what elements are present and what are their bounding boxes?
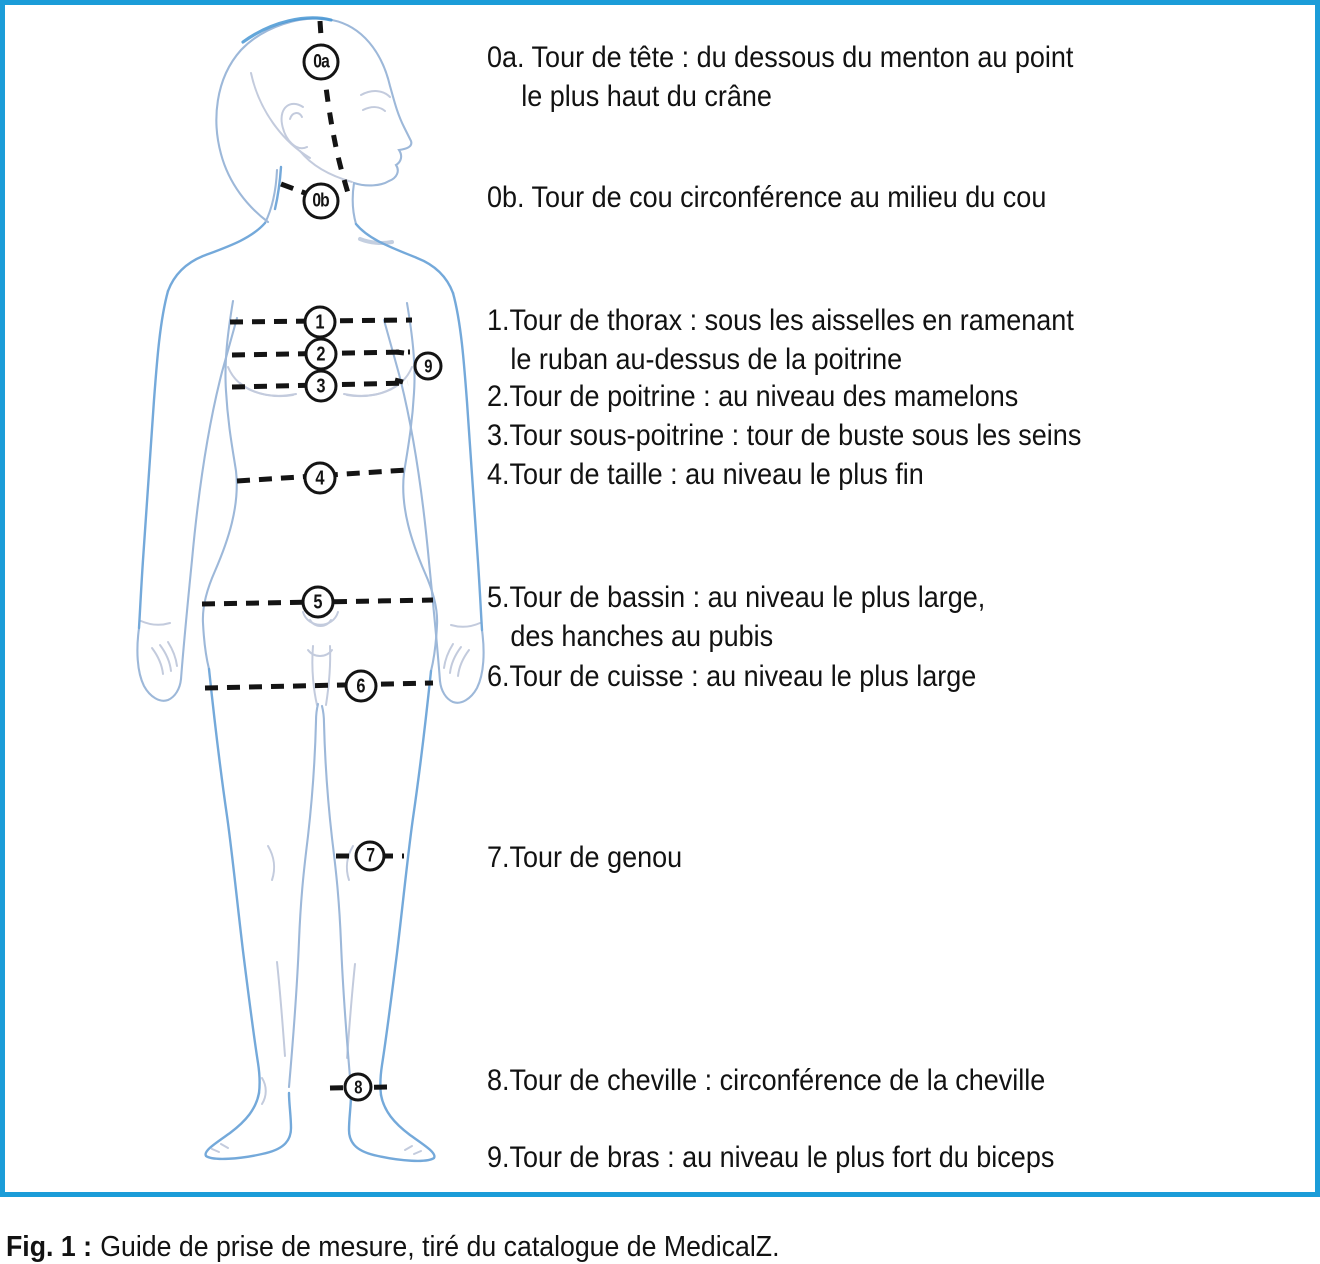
marker-9: 9 [414,352,443,381]
annotation-3: 3.Tour sous-poitrine : tour de buste sous les seins [487,419,1082,452]
annotation-8: 8.Tour de cheville : circonférence de la cheville [487,1064,1046,1097]
marker-3: 3 [305,370,338,403]
marker-8: 8 [344,1073,373,1102]
annotation-7: 7.Tour de genou [487,841,683,874]
body-midtone-lines [137,19,483,1089]
annotation-6: 6.Tour de cuisse : au niveau le plus large [487,660,977,693]
annotation-1: 1.Tour de thorax : sous les aisselles en ramenant le ruban au-dessus de la poitrine [487,304,1074,376]
marker-2: 2 [305,338,338,371]
marker-7: 7 [355,841,386,872]
marker-0a: 0a [303,44,340,81]
annotation-9: 9.Tour de bras : au niveau le plus fort du biceps [487,1141,1055,1174]
annotation-2: 2.Tour de poitrine : au niveau des mamelons [487,380,1019,413]
marker-5: 5 [302,586,335,619]
figure-caption [6,1230,779,1264]
marker-6: 6 [345,670,378,703]
figure-caption-label: Fig. 1 : [6,1231,92,1263]
marker-1: 1 [304,306,337,339]
annotation-0a: 0a. Tour de tête : du dessous du menton au point le plus haut du crâne [487,41,1074,113]
figure-caption-text: Guide de prise de mesure, tiré du catalogue de MedicalZ. [100,1231,780,1263]
annotation-4: 4.Tour de taille : au niveau le plus fin [487,458,924,491]
marker-0b: 0b [303,183,340,220]
annotation-0b: 0b. Tour de cou circonférence au milieu du cou [487,181,1047,214]
annotation-5: 5.Tour de bassin : au niveau le plus large, des hanches au pubis [487,581,986,653]
measurement-dash-lines [202,21,433,1088]
marker-4: 4 [304,462,337,495]
